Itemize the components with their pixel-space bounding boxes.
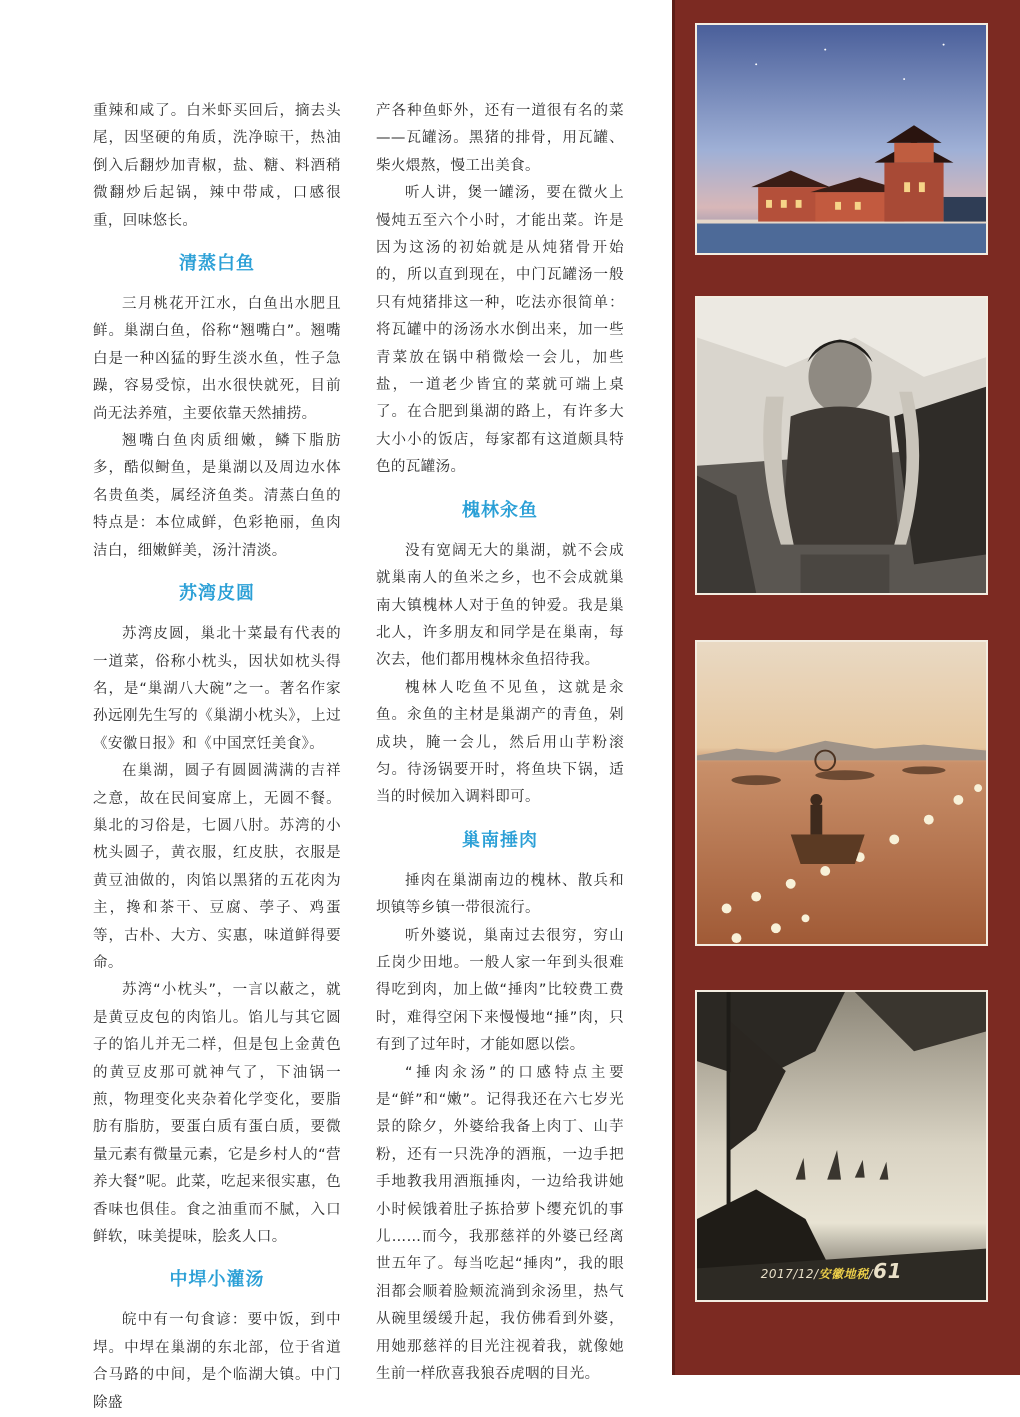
folio-page-number: 61 bbox=[873, 1259, 902, 1283]
paragraph: 槐林人吃鱼不见鱼，这就是汆鱼。汆鱼的主材是巢湖产的青鱼，剁成块，腌一会儿，然后用山芋粉滚匀。待汤锅要开时，将鱼块下锅，适当的时候加入调料即可。 bbox=[376, 679, 624, 806]
section-heading-huailin-cuanyu: 槐林汆鱼 bbox=[462, 499, 538, 521]
text-column-left bbox=[93, 98, 341, 1417]
photo-temple-dusk bbox=[695, 23, 988, 255]
photo-boy-with-fish bbox=[695, 296, 988, 595]
section-heading-zhonghan-guantang: 中垾小灌汤 bbox=[169, 1269, 265, 1291]
photo-sailboats-silhouette bbox=[695, 990, 988, 1302]
photo-lake-fishing-nets bbox=[695, 640, 988, 946]
folio-issue: 2017/12/ bbox=[760, 1267, 819, 1281]
paragraph: 重辣和咸了。白米虾买回后，摘去头尾，因坚硬的角质，洗净晾干，热油倒入后翻炒加青椒，盐、糖、料酒稍微翻炒后起锅，辣中带咸，口感很重，回味悠长。 bbox=[93, 103, 341, 229]
paragraph: 在巢湖，圆子有圆圆满满的吉祥之意，故在民间宴席上，无圆不餐。巢北的习俗是，七圆八肘。苏湾的小枕头圆子，黄衣服，红皮肤，衣服是黄豆油做的，肉馅以黑猪的五花肉为主，搀和茶干、豆腐、荸子、鸡蛋等，古朴、大方、实惠，味道鲜得要命。 bbox=[93, 763, 341, 971]
paragraph: 听人讲，煲一罐汤，要在微火上慢炖五至六个小时，才能出菜。许是因为这汤的初始就是从炖猪骨开始的，所以直到现在，中门瓦罐汤一般只有炖猪排这一种，吃法亦很简单：将瓦罐中的汤汤水水倒出来，加一些青菜放在锅中稍微烩一会儿，加些盐，一道老少皆宜的菜就可端上桌了。在合肥到巢湖的路上，有许多大大小小的饭店，每家都有这道颇具特色的瓦罐汤。 bbox=[376, 185, 624, 476]
sidebar-edge bbox=[672, 0, 675, 1375]
text-column-right bbox=[376, 98, 624, 1388]
folio-publication: 安徽地税 bbox=[818, 1267, 869, 1281]
paragraph: 苏湾皮圆，巢北十菜最有代表的一道菜，俗称小枕头，因状如枕头得名，是“巢湖八大碗”之一。著名作家孙远刚先生写的《巢湖小枕头》，上过《安徽日报》和《中国烹饪美食》。 bbox=[93, 626, 341, 752]
paragraph: 苏湾“小枕头”，一言以蔽之，就是黄豆皮包的肉馅儿。馅儿与其它圆子的馅儿并无二样，但是包上金黄色的黄豆皮那可就神气了，下油锅一煎，物理变化夹杂着化学变化，要脂肪有脂肪，要蛋白质有蛋白质，要微量元素有微量元素，它是乡村人的“营养大餐”呢。此菜，吃起来很实惠，色香味也俱佳。食之油重而不腻，入口鲜软，味美提味，脍炙人口。 bbox=[93, 982, 341, 1246]
section-heading-suwan-piyuan: 苏湾皮圆 bbox=[179, 583, 255, 605]
paragraph: 捶肉在巢湖南边的槐林、散兵和坝镇等乡镇一带很流行。 bbox=[376, 872, 624, 917]
paragraph: 皖中有一句食谚：要中饭，到中垾。中垾在巢湖的东北部，位于省道合马路的中间，是个临湖大镇。中门除盛 bbox=[93, 1312, 341, 1411]
paragraph: 翘嘴白鱼肉质细嫩，鳞下脂肪多，酷似鲥鱼，是巢湖以及周边水体名贵鱼类，属经济鱼类。清蒸白鱼的特点是：本位咸鲜，色彩艳丽，鱼肉洁白，细嫩鲜美，汤汁清淡。 bbox=[93, 433, 341, 559]
page-folio: 2017/12/安徽地税/61 bbox=[760, 1259, 902, 1283]
paragraph: 没有宽阔无大的巢湖，就不会成就巢南人的鱼米之乡，也不会成就巢南大镇槐林人对于鱼的钟爱。我是巢北人，许多朋友和同学是在巢南，每次去，他们都用槐林汆鱼招待我。 bbox=[376, 542, 624, 669]
photo-sidebar bbox=[672, 0, 1020, 1375]
paragraph: 三月桃花开江水，白鱼出水肥且鲜。巢湖白鱼，俗称“翘嘴白”。翘嘴白是一种凶猛的野生淡水鱼，性子急躁，容易受惊，出水很快就死，目前尚无法养殖，主要依靠天然捕捞。 bbox=[93, 296, 341, 422]
paragraph: “捶肉汆汤”的口感特点主要是“鲜”和“嫩”。记得我还在六七岁光景的除夕，外婆给我备上肉丁、山芋粉，还有一只洗净的酒瓶，一边手把手地教我用酒瓶捶肉，一边给我讲她小时候饿着肚子拣拾萝卜缨充饥的事儿……而今，我那慈祥的外婆已经离世五年了。每当吃起“捶肉”，我的眼泪都会顺着脸颊流淌到汆汤里，热气从碗里缓缓升起，我仿佛看到外婆，用她那慈祥的目光注视着我，就像她生前一样欣喜我狼吞虎咽的目光。 bbox=[376, 1064, 624, 1383]
paragraph: 听外婆说，巢南过去很穷，穷山丘岗少田地。一般人家一年到头很难得吃到肉，加上做“捶肉”比较费工费时，难得空闲下来慢慢地“捶”肉，只有到了过年时，才能如愿以偿。 bbox=[376, 927, 624, 1054]
paragraph: 产各种鱼虾外，还有一道很有名的菜——瓦罐汤。黑猪的排骨，用瓦罐、柴火煨熬，慢工出美食。 bbox=[376, 103, 624, 174]
section-heading-chaonan-chuirou: 巢南捶肉 bbox=[462, 829, 538, 851]
section-heading-qingzheng-baiyu: 清蒸白鱼 bbox=[179, 253, 255, 275]
